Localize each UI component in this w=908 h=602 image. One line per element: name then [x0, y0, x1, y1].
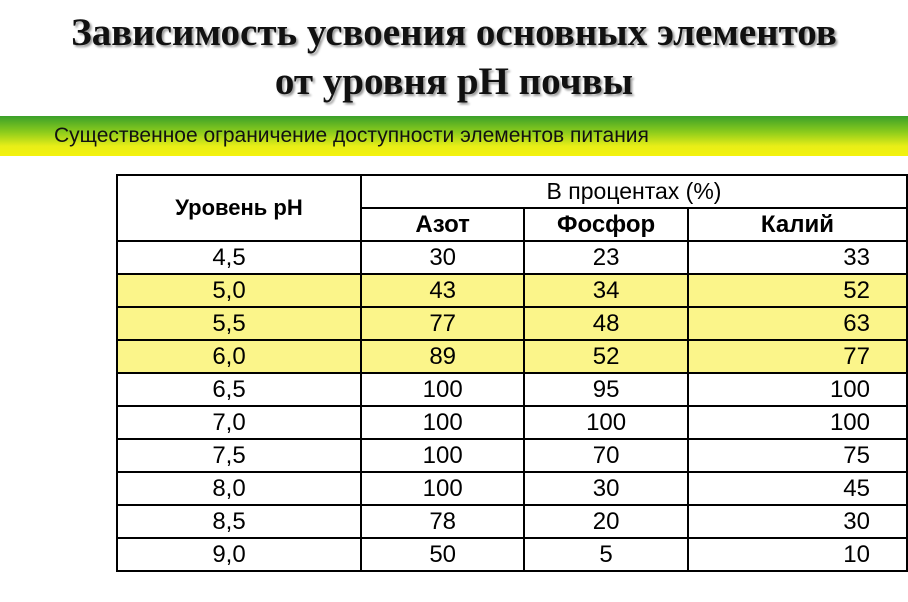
cell-ph: 8,5 [117, 505, 361, 538]
cell-nitrogen: 78 [361, 505, 524, 538]
cell-nitrogen: 77 [361, 307, 524, 340]
cell-potassium: 33 [688, 241, 907, 274]
cell-phosphorus: 70 [524, 439, 688, 472]
table-row [117, 307, 907, 340]
cell-potassium: 75 [688, 439, 907, 472]
cell-nitrogen: 50 [361, 538, 524, 571]
subtitle: Существенное ограничение доступности элементов питания [54, 124, 649, 147]
table-row [117, 340, 907, 373]
cell-potassium: 100 [688, 406, 907, 439]
title-line-1: Зависимость усвоения основных элементов [71, 11, 837, 54]
cell-phosphorus: 5 [524, 538, 688, 571]
cell-potassium: 30 [688, 505, 907, 538]
header-ph-level: Уровень pH [117, 175, 361, 241]
table-row [117, 505, 907, 538]
table-body [117, 241, 907, 571]
cell-nitrogen: 100 [361, 373, 524, 406]
cell-ph: 7,0 [117, 406, 361, 439]
cell-ph: 7,5 [117, 439, 361, 472]
gradient-band [0, 116, 908, 156]
cell-phosphorus: 34 [524, 274, 688, 307]
page-title [0, 8, 908, 106]
cell-ph: 5,0 [117, 274, 361, 307]
cell-potassium: 77 [688, 340, 907, 373]
ph-nutrient-table [116, 174, 908, 572]
table-row [117, 373, 907, 406]
header-potassium: Калий [688, 208, 907, 241]
cell-potassium: 45 [688, 472, 907, 505]
cell-phosphorus: 52 [524, 340, 688, 373]
cell-phosphorus: 23 [524, 241, 688, 274]
header-percent-group: В процентах (%) [361, 175, 907, 208]
cell-ph: 4,5 [117, 241, 361, 274]
cell-phosphorus: 100 [524, 406, 688, 439]
cell-ph: 6,0 [117, 340, 361, 373]
cell-phosphorus: 48 [524, 307, 688, 340]
cell-nitrogen: 43 [361, 274, 524, 307]
cell-potassium: 63 [688, 307, 907, 340]
title-line-2: от уровня pH почвы [274, 60, 634, 103]
cell-phosphorus: 20 [524, 505, 688, 538]
header-nitrogen: Азот [361, 208, 524, 241]
cell-ph: 8,0 [117, 472, 361, 505]
header-phosphorus: Фосфор [524, 208, 688, 241]
table-row [117, 538, 907, 571]
cell-phosphorus: 95 [524, 373, 688, 406]
cell-nitrogen: 89 [361, 340, 524, 373]
cell-potassium: 52 [688, 274, 907, 307]
table-row [117, 274, 907, 307]
cell-nitrogen: 100 [361, 472, 524, 505]
cell-ph: 5,5 [117, 307, 361, 340]
cell-nitrogen: 100 [361, 439, 524, 472]
cell-ph: 9,0 [117, 538, 361, 571]
table-row [117, 241, 907, 274]
cell-phosphorus: 30 [524, 472, 688, 505]
cell-nitrogen: 30 [361, 241, 524, 274]
cell-nitrogen: 100 [361, 406, 524, 439]
table-row [117, 439, 907, 472]
table-row [117, 406, 907, 439]
cell-ph: 6,5 [117, 373, 361, 406]
table-row [117, 472, 907, 505]
cell-potassium: 10 [688, 538, 907, 571]
cell-potassium: 100 [688, 373, 907, 406]
